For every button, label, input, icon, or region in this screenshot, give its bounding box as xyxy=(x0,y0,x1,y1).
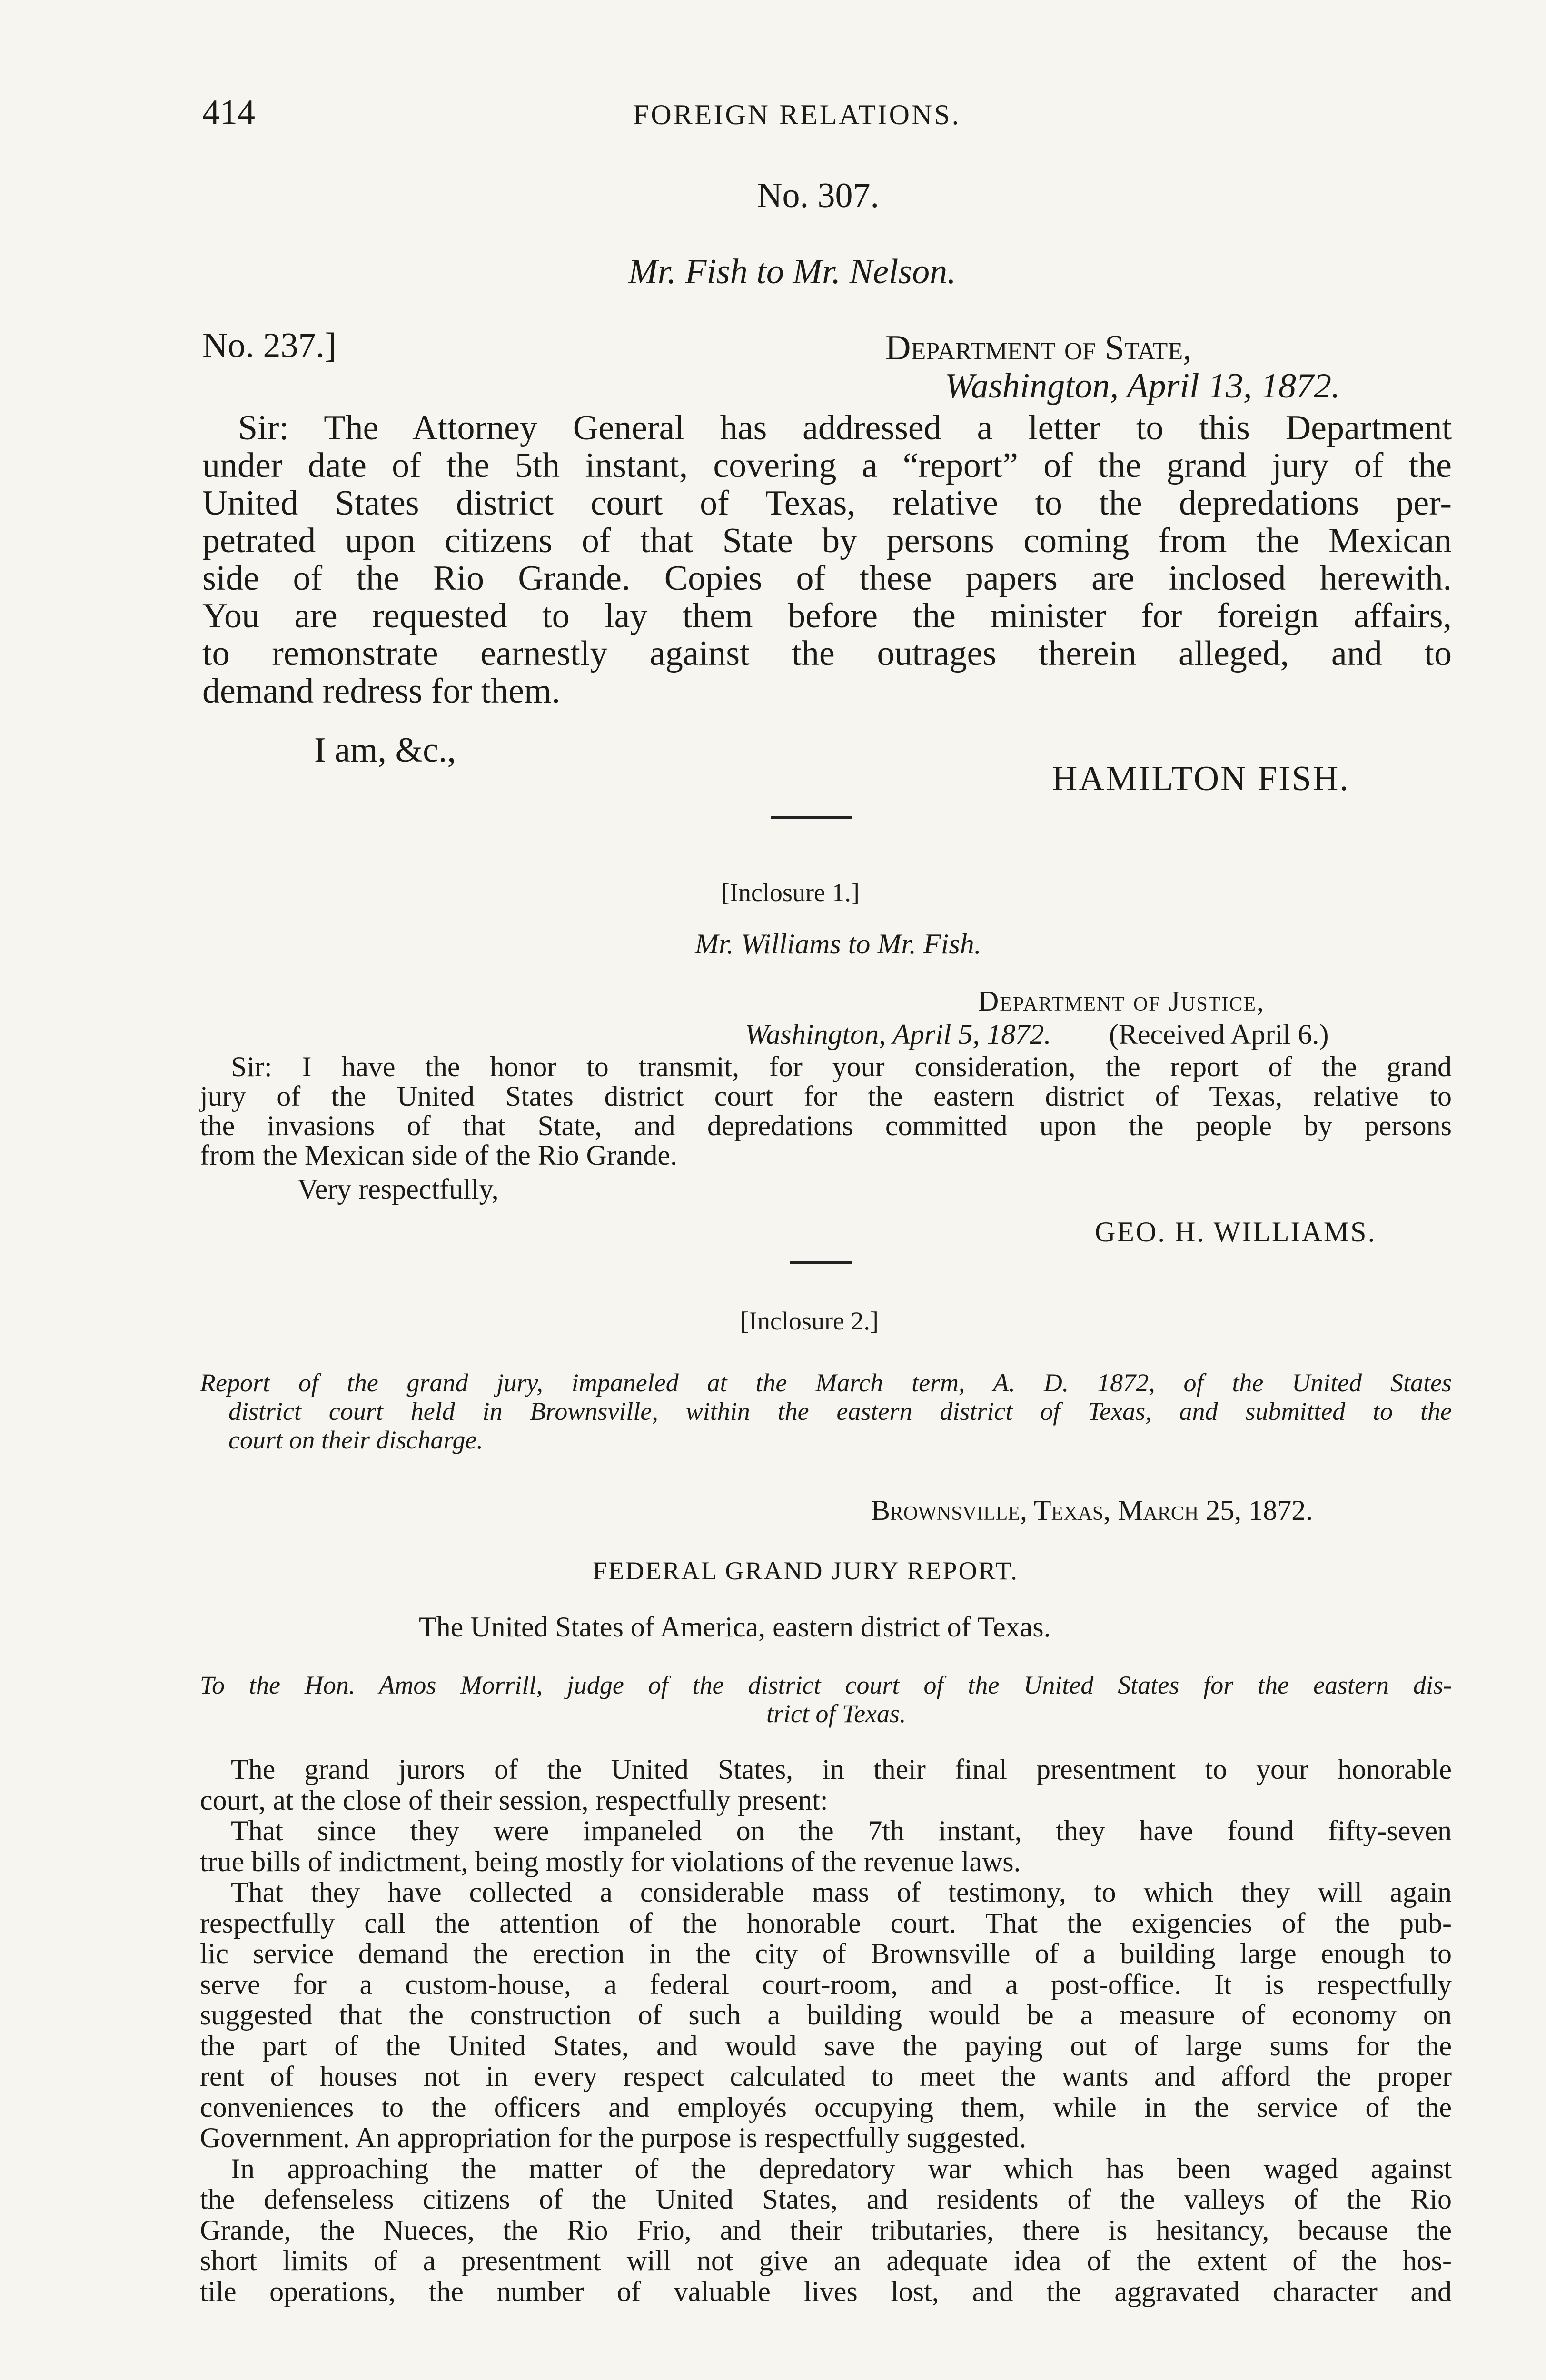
document-number: No. 307. xyxy=(757,176,879,215)
running-title: FOREIGN RELATIONS. xyxy=(633,99,961,130)
body-line: That since they were impaneled on the 7th instant, they have found fifty-seven xyxy=(231,1815,1452,1846)
received-note: (Received April 6.) xyxy=(1109,1019,1329,1050)
body-line: rent of houses not in every respect calculated to meet the wants and afford the proper xyxy=(200,2061,1452,2092)
letter-signature: GEO. H. WILLIAMS. xyxy=(1095,1216,1377,1248)
body-line: petrated upon citizens of that State by persons coming from the Mexican xyxy=(202,521,1452,560)
body-line: the defenseless citizens of the United States, and residents of the valleys of the Rio xyxy=(200,2183,1452,2215)
body-line: The grand jurors of the United States, in their final presentment to your honorable xyxy=(231,1754,1452,1785)
inclosure-label: [Inclosure 2.] xyxy=(740,1307,879,1335)
letter-body xyxy=(202,409,1452,710)
heading-line: Report of the grand jury, impaneled at the March term, A. D. 1872, of the United States xyxy=(200,1368,1452,1397)
sender-department: Department of State, xyxy=(885,328,1192,367)
body-line: Sir: The Attorney General has addressed a letter to this Department xyxy=(238,408,1452,447)
report-place-date: Brownsville, Texas, March 25, 1872. xyxy=(871,1495,1313,1526)
report-address xyxy=(200,1671,1452,1728)
body-line: under date of the 5th instant, covering a “report” of the grand jury of the xyxy=(202,446,1452,485)
heading-line: district court held in Brownsville, within the eastern district of Texas, and submitted to the xyxy=(228,1397,1452,1426)
body-line: Sir: I have the honor to transmit, for your consideration, the report of the grand xyxy=(231,1051,1452,1082)
report-heading xyxy=(200,1368,1452,1454)
letter-signature: HAMILTON FISH. xyxy=(1052,759,1350,798)
body-line: jury of the United States district court for the eastern district of Texas, relative to xyxy=(200,1081,1452,1112)
body-line: court, at the close of their session, respectfully present: xyxy=(200,1784,828,1816)
body-line: You are requested to lay them before the minister for foreign affairs, xyxy=(202,596,1452,635)
letter-closing: I am, &c., xyxy=(314,731,456,770)
body-line: short limits of a presentment will not give an adequate idea of the extent of the hos- xyxy=(200,2245,1452,2276)
sender-department: Department of Justice, xyxy=(978,985,1265,1017)
body-line: the invasions of that State, and depredations committed upon the people by persons xyxy=(200,1110,1452,1141)
letter-title: Mr. Fish to Mr. Nelson. xyxy=(628,252,956,291)
body-line: suggested that the construction of such a building would be a measure of economy on xyxy=(200,1999,1452,2031)
body-line: tile operations, the number of valuable lives lost, and the aggravated character and xyxy=(200,2275,1452,2307)
body-line: That they have collected a considerable mass of testimony, to which they will again xyxy=(231,1876,1452,1908)
heading-line: court on their discharge. xyxy=(228,1426,483,1454)
body-line: respectfully call the attention of the honorable court. That the exigencies of the pub- xyxy=(200,1907,1452,1939)
letter-body xyxy=(200,1052,1452,1170)
letter-closing: Very respectfully, xyxy=(297,1173,499,1205)
section-divider xyxy=(790,1261,852,1264)
body-line: United States district court of Texas, relative to the depredations per- xyxy=(202,484,1452,523)
report-title: FEDERAL GRAND JURY REPORT. xyxy=(593,1557,1019,1585)
dispatch-number: No. 237.] xyxy=(202,326,337,365)
district-line: The United States of America, eastern district of Texas. xyxy=(419,1611,1051,1643)
letter-place-date: Washington, April 5, 1872. xyxy=(745,1019,1051,1050)
address-line: To the Hon. Amos Morrill, judge of the district court of the United States for the eastern dis- xyxy=(200,1671,1452,1699)
body-line: Government. An appropriation for the purpose is respectfully suggested. xyxy=(200,2122,1027,2153)
body-line: serve for a custom-house, a federal court-room, and a post-office. It is respectfully xyxy=(200,1968,1452,2000)
body-line: to remonstrate earnestly against the outrages therein alleged, and to xyxy=(202,634,1452,673)
letter-place-date: Washington, April 13, 1872. xyxy=(945,367,1340,406)
body-line: side of the Rio Grande. Copies of these papers are inclosed herewith. xyxy=(202,559,1452,598)
page-number: 414 xyxy=(202,93,255,132)
report-body xyxy=(200,1754,1452,2307)
inclosure-label: [Inclosure 1.] xyxy=(721,878,860,907)
body-line: the part of the United States, and would save the paying out of large sums for the xyxy=(200,2030,1452,2062)
body-line: true bills of indictment, being mostly for violations of the revenue laws. xyxy=(200,1845,1021,1877)
body-line: conveniences to the officers and employés occupying them, while in the service of the xyxy=(200,2091,1452,2123)
section-divider xyxy=(771,816,852,819)
body-line: from the Mexican side of the Rio Grande. xyxy=(200,1140,678,1171)
body-line: demand redress for them. xyxy=(202,672,561,711)
address-line: trict of Texas. xyxy=(766,1699,906,1728)
letter-title: Mr. Williams to Mr. Fish. xyxy=(695,928,981,960)
body-line: In approaching the matter of the depredatory war which has been waged against xyxy=(231,2152,1452,2184)
body-line: lic service demand the erection in the city of Brownsville of a building large enough to xyxy=(200,1938,1452,1969)
body-line: Grande, the Nueces, the Rio Frio, and their tributaries, there is hesitancy, because the xyxy=(200,2214,1452,2246)
